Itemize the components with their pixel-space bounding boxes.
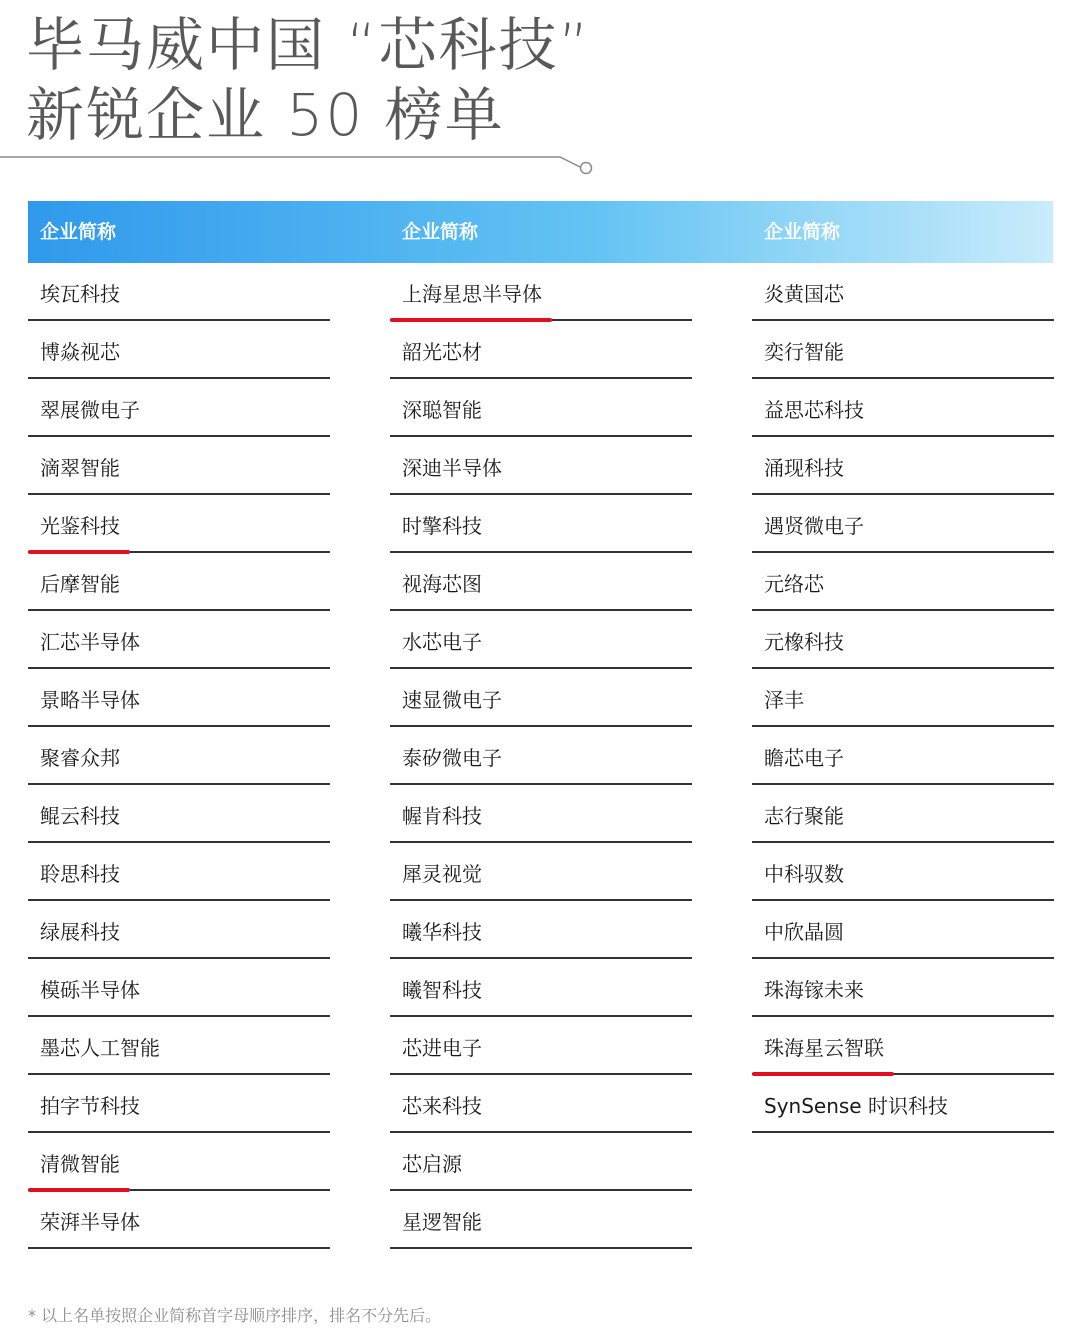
company-row	[752, 901, 1054, 959]
company-name: 珠海镓未来	[764, 978, 864, 1002]
company-name: 星逻智能	[402, 1210, 482, 1234]
company-name: 芯来科技	[402, 1094, 482, 1118]
company-name: 炎黄国芯	[764, 282, 844, 306]
company-row	[390, 727, 692, 785]
company-row	[752, 437, 1054, 495]
company-row	[390, 553, 692, 611]
company-row	[752, 843, 1054, 901]
company-name: 犀灵视觉	[402, 862, 482, 886]
company-name: 韶光芯材	[402, 340, 482, 364]
company-row	[28, 901, 330, 959]
company-row	[752, 1017, 1054, 1075]
company-row	[752, 379, 1054, 437]
company-name: 鲲云科技	[40, 804, 120, 828]
company-row	[390, 1133, 692, 1191]
company-row	[28, 785, 330, 843]
company-name: 模砾半导体	[40, 978, 140, 1002]
company-name: 视海芯图	[402, 572, 482, 596]
company-row	[28, 263, 330, 321]
company-name: 清微智能	[40, 1152, 120, 1176]
company-name: 荣湃半导体	[40, 1210, 140, 1234]
company-name: 滴翠智能	[40, 456, 120, 480]
company-row	[390, 1191, 692, 1249]
company-name: 水芯电子	[402, 630, 482, 654]
company-row	[752, 495, 1054, 553]
company-name: 深聪智能	[402, 398, 482, 422]
company-row	[28, 843, 330, 901]
company-column-2	[390, 263, 692, 1249]
company-row	[390, 263, 692, 321]
company-row	[390, 785, 692, 843]
company-name: 汇芯半导体	[40, 630, 140, 654]
company-row	[752, 1075, 1054, 1133]
column-header-2: 企业简称	[402, 221, 479, 243]
company-row	[752, 669, 1054, 727]
company-row	[28, 1191, 330, 1249]
company-name: 聚睿众邦	[40, 746, 120, 770]
company-row	[28, 553, 330, 611]
company-row	[28, 959, 330, 1017]
company-name: 中欣晶圆	[764, 920, 844, 944]
company-name: SynSense 时识科技	[764, 1094, 948, 1118]
company-name: 时擎科技	[402, 514, 482, 538]
company-row	[390, 379, 692, 437]
company-row	[390, 901, 692, 959]
company-row	[752, 611, 1054, 669]
company-row	[390, 495, 692, 553]
company-name: 中科驭数	[764, 862, 844, 886]
company-row	[752, 727, 1054, 785]
company-column-3	[752, 263, 1054, 1133]
company-name: 志行聚能	[764, 804, 844, 828]
company-row	[752, 959, 1054, 1017]
company-row	[28, 1133, 330, 1191]
company-column-1	[28, 263, 330, 1249]
company-row	[28, 379, 330, 437]
footnote: * 以上名单按照企业简称首字母顺序排序，排名不分先后。	[28, 1306, 442, 1325]
company-name: 芯进电子	[402, 1036, 482, 1060]
company-row	[28, 321, 330, 379]
company-name: 博焱视芯	[40, 340, 120, 364]
table-header	[28, 201, 1053, 263]
company-name: 聆思科技	[40, 862, 120, 886]
company-name: 上海星思半导体	[402, 282, 542, 306]
company-name: 深迪半导体	[402, 456, 502, 480]
company-name: 曦智科技	[402, 978, 482, 1002]
company-row	[390, 611, 692, 669]
company-row	[752, 321, 1054, 379]
company-name: 翠展微电子	[40, 398, 140, 422]
company-row	[752, 785, 1054, 843]
company-name: 曦华科技	[402, 920, 482, 944]
company-name: 元橡科技	[764, 630, 844, 654]
company-row	[390, 1017, 692, 1075]
company-name: 后摩智能	[40, 572, 120, 596]
company-name: 泽丰	[764, 688, 804, 712]
company-name: 光鉴科技	[40, 514, 120, 538]
company-name: 墨芯人工智能	[40, 1036, 160, 1060]
company-name: 元络芯	[764, 572, 824, 596]
company-row	[390, 959, 692, 1017]
company-name: 绿展科技	[40, 920, 120, 944]
title-divider	[0, 152, 600, 182]
company-row	[28, 1075, 330, 1133]
company-name: 珠海星云智联	[764, 1036, 884, 1060]
title-line-1: 毕马威中国 “芯科技”	[26, 11, 591, 79]
page-title	[26, 10, 591, 150]
company-row	[28, 727, 330, 785]
title-line-2: 新锐企业 50 榜单	[26, 81, 505, 149]
company-name: 拍字节科技	[40, 1094, 140, 1118]
company-row	[390, 1075, 692, 1133]
company-row	[28, 495, 330, 553]
company-row	[28, 669, 330, 727]
company-name: 瞻芯电子	[764, 746, 844, 770]
company-row	[390, 321, 692, 379]
company-name: 遇贤微电子	[764, 514, 864, 538]
company-name: 幄肯科技	[402, 804, 482, 828]
company-row	[390, 843, 692, 901]
company-name: 泰矽微电子	[402, 746, 502, 770]
company-name: 芯启源	[402, 1152, 462, 1176]
column-header-1: 企业简称	[40, 221, 117, 243]
company-name: 埃瓦科技	[40, 282, 120, 306]
company-row	[28, 1017, 330, 1075]
company-name: 奕行智能	[764, 340, 844, 364]
column-header-3: 企业简称	[764, 221, 841, 243]
company-row	[28, 437, 330, 495]
company-row	[28, 611, 330, 669]
company-name: 景略半导体	[40, 688, 140, 712]
company-row	[752, 553, 1054, 611]
company-name: 益思芯科技	[764, 398, 864, 422]
company-name: 速显微电子	[402, 688, 502, 712]
company-row	[752, 263, 1054, 321]
company-row	[390, 437, 692, 495]
company-row	[390, 669, 692, 727]
company-name: 涌现科技	[764, 456, 844, 480]
